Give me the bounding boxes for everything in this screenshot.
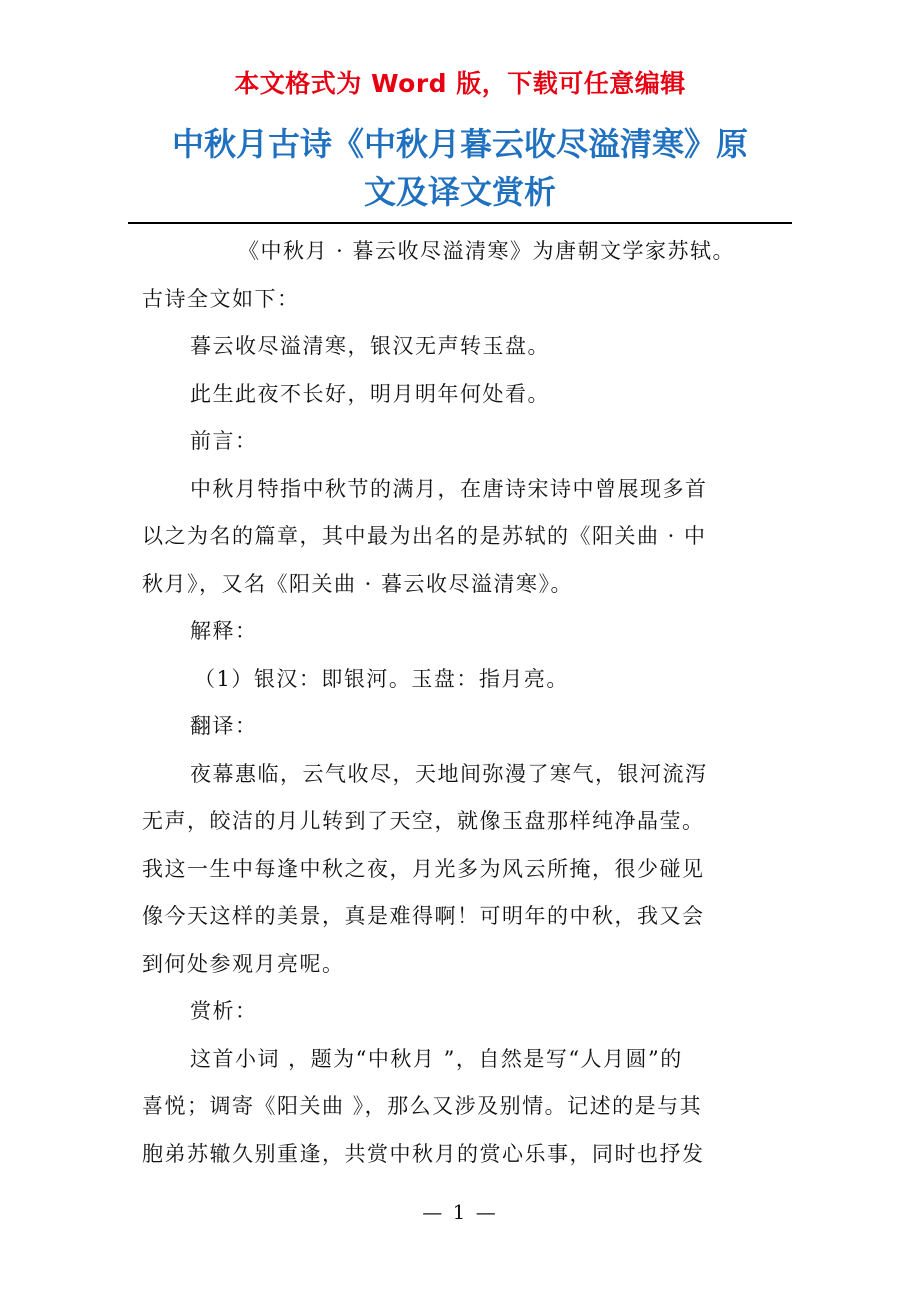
paragraph-line: 中秋月特指中秋节的满月，在唐诗宋诗中曾展现多首	[190, 476, 708, 501]
title-divider	[128, 222, 792, 224]
paragraph-line: 夜幕惠临，云气收尽，天地间弥漫了寒气，银河流泻	[190, 761, 708, 786]
title-line-1: 中秋月古诗《中秋月暮云收尽溢清寒》原	[171, 125, 748, 163]
document-body	[142, 228, 782, 1178]
paragraph-line: 这首小词 ，题为“中秋月 ”，自然是写“人月圆”的	[190, 1046, 683, 1071]
poem-line-2: 此生此夜不长好，明月明年何处看。	[190, 381, 550, 406]
paragraph-line: 以之为名的篇章，其中最为出名的是苏轼的《阳关曲 · 中	[142, 524, 707, 548]
poem-line-1: 暮云收尽溢清寒，银汉无声转玉盘。	[190, 334, 550, 358]
section-heading-translation: 翻译：	[190, 714, 258, 738]
note-line: （1）银汉：即银河。玉盘：指月亮。	[194, 666, 569, 691]
document-title	[120, 120, 800, 216]
paragraph-line: 无声，皎洁的月儿转到了天空，就像玉盘那样纯净晶莹。	[142, 809, 705, 833]
section-heading-preface: 前言：	[190, 429, 258, 453]
paragraph-line: 胞弟苏辙久别重逢，共赏中秋月的赏心乐事，同时也抒发	[142, 1141, 705, 1166]
paragraph-line: 像今天这样的美景，真是难得啊！可明年的中秋，我又会	[142, 904, 705, 928]
format-banner: 本文格式为 Word 版，下载可任意编辑	[234, 69, 686, 98]
title-line-2: 文及译文赏析	[363, 173, 556, 211]
paragraph-line: 喜悦；调寄《阳关曲 》，那么又涉及别情。记述的是与其	[142, 1094, 703, 1118]
intro-line: 《中秋月 · 暮云收尽溢清寒》为唐朝文学家苏轼。	[238, 239, 736, 263]
section-heading-appreciation: 赏析：	[190, 999, 258, 1023]
page-number: — 1 —	[422, 1200, 498, 1224]
paragraph-line: 到何处参观月亮呢。	[142, 951, 345, 976]
paragraph-line: 我这一生中每逢中秋之夜，月光多为风云所掩，很少碰见	[142, 856, 705, 881]
intro-line-cont: 古诗全文如下：	[142, 286, 300, 311]
paragraph-line: 秋月》，又名《阳关曲 · 暮云收尽溢清寒》。	[142, 571, 574, 596]
section-heading-notes: 解释：	[190, 619, 258, 643]
